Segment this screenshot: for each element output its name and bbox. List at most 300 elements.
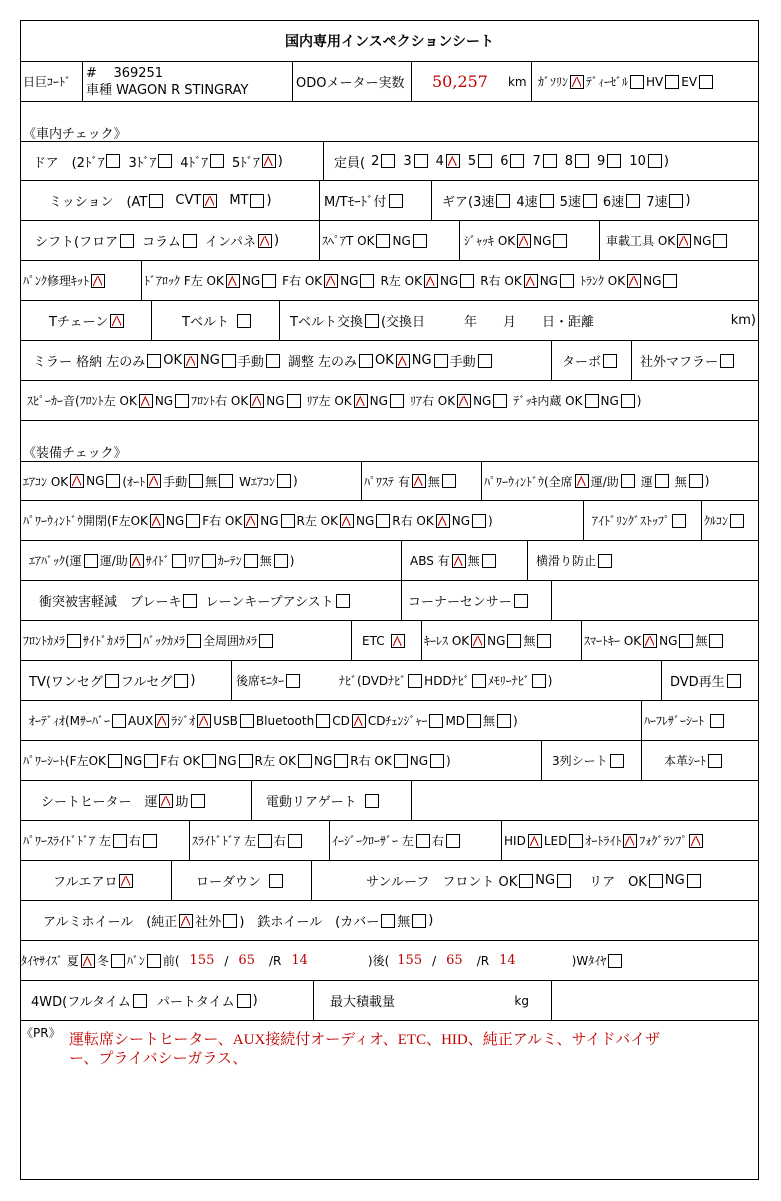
- etc-cell: [351, 621, 421, 660]
- collision-row: [21, 581, 758, 621]
- back-cam-label: ﾊﾞｯｸｶﾒﾗ: [143, 634, 186, 648]
- smartkey-none-checkbox[interactable]: [709, 634, 723, 648]
- keyless-none-label: 無: [523, 634, 536, 648]
- lowdown-checkbox[interactable]: [269, 874, 283, 888]
- pw-open-fr-label: F右 OK: [202, 514, 243, 528]
- speaker-rr-label: ﾘｱ右 OK: [409, 394, 456, 408]
- ac-none-label: 無: [205, 474, 218, 489]
- jack-ng-label: NG: [533, 233, 552, 248]
- fulltime-checkbox[interactable]: [133, 994, 147, 1008]
- capacity-6-label: 6: [500, 153, 509, 169]
- mirror-fold-left-checkbox[interactable]: [147, 354, 161, 368]
- steel-label: ) 鉄ホイール (カバー: [239, 915, 380, 930]
- wheel-row: [21, 901, 758, 941]
- seat-heater-empty-cell: [411, 781, 758, 820]
- capacity-7-checkbox[interactable]: [543, 154, 557, 168]
- slide-door-row: [21, 821, 758, 861]
- abs-label: ABS 有: [410, 554, 450, 568]
- half-leather-checkbox[interactable]: [710, 714, 724, 728]
- easy-closer-left-label: ｲｰｼﾞｰｸﾛｰｻﾞｰ 左: [332, 834, 414, 848]
- sunroof-front-ng-label: NG: [535, 873, 556, 888]
- doorlock-trunk-ng-checkbox[interactable]: [663, 274, 677, 288]
- pw-open-fl-ng-checkbox[interactable]: [186, 514, 200, 528]
- abs-yes-checkbox[interactable]: [452, 554, 466, 568]
- keyless-ng-label: NG: [487, 633, 506, 648]
- led-checkbox[interactable]: [569, 834, 583, 848]
- capacity-5-label: 5: [467, 153, 477, 169]
- mt-checkbox[interactable]: [250, 194, 264, 208]
- slide-left-checkbox[interactable]: [258, 834, 272, 848]
- door-close: ): [277, 153, 283, 169]
- odo-unit: km: [507, 74, 527, 89]
- steel-cover-checkbox[interactable]: [381, 914, 395, 928]
- mirror-adjust-left-checkbox[interactable]: [359, 354, 373, 368]
- door-4-checkbox[interactable]: [210, 154, 224, 168]
- max-load-label: 最大積載量: [330, 995, 396, 1010]
- pseat-rl-ok-checkbox[interactable]: [298, 754, 312, 768]
- pw-open-fr-ok-checkbox[interactable]: [244, 514, 258, 528]
- pseat-rr-label: R右 OK: [350, 754, 392, 768]
- pw-open-rr-ng-checkbox[interactable]: [472, 514, 486, 528]
- tbelt-label: Tベルト: [182, 315, 229, 330]
- pseat-fr-ok-checkbox[interactable]: [202, 754, 216, 768]
- front-cam-label: ﾌﾛﾝﾄｶﾒﾗ: [23, 634, 66, 648]
- pseat-rr-ng-checkbox[interactable]: [430, 754, 444, 768]
- speaker-fr-ng-label: NG: [266, 393, 285, 408]
- capacity-10-checkbox[interactable]: [648, 154, 662, 168]
- side-cam-label: ｻｲﾄﾞｶﾒﾗ: [83, 634, 126, 648]
- capacity-6-checkbox[interactable]: [510, 154, 524, 168]
- tire-summer-label: ﾀｲﾔｻｲｽﾞ 夏: [21, 954, 79, 968]
- mission-close: ): [266, 193, 272, 208]
- doorlock-fr-ok-checkbox[interactable]: [324, 274, 338, 288]
- gear-cell: [431, 181, 758, 220]
- aux-label: AUX: [128, 713, 154, 728]
- speaker-deck-ng-checkbox[interactable]: [621, 394, 635, 408]
- hid-checkbox[interactable]: [528, 834, 542, 848]
- easy-closer-left-checkbox[interactable]: [416, 834, 430, 848]
- full-aero-checkbox[interactable]: [119, 874, 133, 888]
- pw-open-fr-ng-checkbox[interactable]: [281, 514, 295, 528]
- mirror-fold-ng-checkbox[interactable]: [222, 354, 236, 368]
- pseat-fl-ok-checkbox[interactable]: [108, 754, 122, 768]
- doorlock-fl-ok-checkbox[interactable]: [226, 274, 240, 288]
- spare-ng-label: NG: [392, 233, 411, 248]
- side-cam-checkbox[interactable]: [127, 634, 141, 648]
- vehicle-model: WAGON R STINGRAY: [116, 82, 249, 98]
- ac-ok-checkbox[interactable]: [70, 474, 84, 488]
- bluetooth-checkbox[interactable]: [316, 714, 330, 728]
- pr-row: [21, 1021, 758, 1179]
- doorlock-fl-label: ﾄﾞｱﾛｯｸ F左 OK: [144, 274, 224, 288]
- idle-stop-label: ｱｲﾄﾞﾘﾝｸﾞｽﾄｯﾌﾟ: [592, 514, 671, 528]
- pw-open-cell: [23, 501, 583, 540]
- abs-none-label: 無: [467, 554, 480, 568]
- airbag-label: ｴｱﾊﾞｯｸ(運: [29, 554, 82, 568]
- md-checkbox[interactable]: [467, 714, 481, 728]
- speaker-deck-label: ﾃﾞｯｷ内蔵 OK: [513, 394, 583, 408]
- led-label: LED: [543, 833, 568, 848]
- fuel-gasoline-checkbox[interactable]: [570, 75, 584, 89]
- mission-label: ミッション (AT: [49, 195, 148, 210]
- fuel-diesel-checkbox[interactable]: [630, 75, 644, 89]
- slide-right-label: 右: [273, 834, 286, 848]
- autolight-checkbox[interactable]: [623, 834, 637, 848]
- capacity-5-checkbox[interactable]: [478, 154, 492, 168]
- ac-none-checkbox[interactable]: [219, 474, 233, 488]
- cd-checkbox[interactable]: [352, 714, 366, 728]
- fuel-gasoline-label: ｶﾞｿﾘﾝ: [538, 75, 569, 89]
- corner-sensor-cell: [401, 581, 551, 620]
- w-ac-checkbox[interactable]: [277, 474, 291, 488]
- audio-row: [21, 701, 758, 741]
- capacity-3-checkbox[interactable]: [414, 154, 428, 168]
- speaker-rr-ng-checkbox[interactable]: [493, 394, 507, 408]
- sunroof-front-ng-checkbox[interactable]: [557, 874, 571, 888]
- cd-changer-checkbox[interactable]: [429, 714, 443, 728]
- number-prefix: #: [86, 65, 97, 81]
- title-row: [21, 21, 758, 62]
- door-3-checkbox[interactable]: [158, 154, 172, 168]
- sheet-title: 国内専用インスペクションシート: [285, 34, 494, 50]
- pw-open-rr-ok-checkbox[interactable]: [436, 514, 450, 528]
- w-tire-checkbox[interactable]: [608, 954, 622, 968]
- speaker-fr-ok-checkbox[interactable]: [250, 394, 264, 408]
- mirror-adjust-manual-checkbox[interactable]: [478, 354, 492, 368]
- pw-cell: [481, 462, 758, 500]
- speaker-deck-ok-checkbox[interactable]: [585, 394, 599, 408]
- seat-heater-driver-checkbox[interactable]: [159, 794, 173, 808]
- pw-label: ﾊﾟﾜｰｳｨﾝﾄﾞｳ(全席: [484, 474, 573, 489]
- pslide-right-label: 右: [128, 834, 141, 848]
- gear-close: ): [685, 193, 691, 208]
- airbag-curtain-checkbox[interactable]: [244, 554, 258, 568]
- slide-cell: [189, 821, 329, 860]
- aux-checkbox[interactable]: [155, 714, 169, 728]
- tire-rear-r: /R: [476, 953, 490, 968]
- foglamp-checkbox[interactable]: [689, 834, 703, 848]
- tools-ok-checkbox[interactable]: [677, 234, 691, 248]
- rear-monitor-checkbox[interactable]: [286, 674, 300, 688]
- radio-label: ﾗｼﾞｵ: [171, 714, 196, 728]
- spare-ng-checkbox[interactable]: [413, 234, 427, 248]
- usb-checkbox[interactable]: [240, 714, 254, 728]
- power-gate-checkbox[interactable]: [365, 794, 379, 808]
- back-cam-checkbox[interactable]: [187, 634, 201, 648]
- audio-close: ): [513, 713, 518, 728]
- seat-heater-cell: [41, 781, 251, 820]
- navi-cell: [339, 661, 659, 700]
- puncture-cell: [23, 261, 141, 300]
- keyless-ng-checkbox[interactable]: [507, 634, 521, 648]
- pr-text: 運転席シートヒーター、AUX接続付オーディオ、ETC、HID、純正アルミ、サイドバイザー、プライバシーガラス、: [69, 1032, 661, 1067]
- gear-3-checkbox[interactable]: [496, 194, 510, 208]
- capacity-8-label: 8: [564, 153, 574, 169]
- ac-close: ): [293, 474, 298, 488]
- pslide-right-checkbox[interactable]: [143, 834, 157, 848]
- lane-keep-label: レーンキープアシスト: [205, 595, 334, 610]
- capacity-10-label: 10: [629, 153, 646, 169]
- usb-label: USB: [213, 713, 238, 728]
- vehicle-number: 369251: [113, 65, 164, 81]
- airbag-rear-label: ﾘｱ: [187, 554, 200, 568]
- skid-cell: [527, 541, 647, 580]
- pw-drv-checkbox[interactable]: [655, 474, 669, 488]
- keyless-none-checkbox[interactable]: [537, 634, 551, 648]
- mt-mode-cell: [319, 181, 431, 220]
- puncture-label: ﾊﾟﾝｸ修理ｷｯﾄ: [23, 274, 90, 288]
- rear-monitor-cell: [231, 661, 323, 700]
- jack-ng-checkbox[interactable]: [553, 234, 567, 248]
- odo-label: ODOメーター実数: [292, 62, 411, 101]
- pw-open-fl-ok-checkbox[interactable]: [150, 514, 164, 528]
- corner-sensor-checkbox[interactable]: [514, 594, 528, 608]
- smartkey-ng-label: NG: [659, 633, 678, 648]
- parttime-label: パートタイム: [156, 995, 235, 1010]
- airbag-drv-pass-checkbox[interactable]: [130, 554, 144, 568]
- awd-cell: [31, 981, 313, 1020]
- around-cam-checkbox[interactable]: [259, 634, 273, 648]
- pseat-fl-ng-checkbox[interactable]: [144, 754, 158, 768]
- capacity-4-checkbox[interactable]: [446, 154, 460, 168]
- smartkey-label: ｽﾏｰﾄｷｰ OK: [584, 634, 642, 648]
- mirror-fold-ok-checkbox[interactable]: [184, 354, 198, 368]
- slide-right-checkbox[interactable]: [288, 834, 302, 848]
- fullseg-checkbox[interactable]: [174, 674, 188, 688]
- m-server-checkbox[interactable]: [112, 714, 126, 728]
- inspection-sheet: [20, 20, 759, 1180]
- full-aero-label: フルエアロ: [53, 875, 118, 890]
- ac-ng-checkbox[interactable]: [106, 474, 120, 488]
- dvd-navi-checkbox[interactable]: [408, 674, 422, 688]
- mirror-fold-manual-checkbox[interactable]: [266, 354, 280, 368]
- pw-open-rr-ng-label: NG: [451, 513, 471, 528]
- gear-4-checkbox[interactable]: [540, 194, 554, 208]
- alloy-aftermarket-checkbox[interactable]: [223, 914, 237, 928]
- drive-row: [21, 981, 758, 1021]
- keyless-label: ｷｰﾚｽ OK: [424, 634, 470, 648]
- gear-6-checkbox[interactable]: [626, 194, 640, 208]
- hid-label: HID: [504, 833, 526, 848]
- airbag-driver-checkbox[interactable]: [84, 554, 98, 568]
- at-checkbox[interactable]: [149, 194, 163, 208]
- sunroof-front-ok-checkbox[interactable]: [519, 874, 533, 888]
- smartkey-ok-checkbox[interactable]: [643, 634, 657, 648]
- dvd-play-checkbox[interactable]: [727, 674, 741, 688]
- alloy-genuine-checkbox[interactable]: [179, 914, 193, 928]
- mirror-adjust-ng-checkbox[interactable]: [434, 354, 448, 368]
- collision-empty-cell: [551, 581, 758, 620]
- door-5-checkbox[interactable]: [262, 154, 276, 168]
- doorlock-rl-ok-checkbox[interactable]: [424, 274, 438, 288]
- pw-drv-pass-checkbox[interactable]: [621, 474, 635, 488]
- capacity-9-label: 9: [597, 153, 606, 169]
- wheel-close: ): [428, 913, 434, 928]
- tv-close: ): [190, 673, 196, 688]
- pws-yes-checkbox[interactable]: [412, 474, 426, 488]
- door-3-label: 3ﾄﾞｱ: [128, 155, 157, 171]
- seat-heater-passenger-checkbox[interactable]: [191, 794, 205, 808]
- oneseg-checkbox[interactable]: [105, 674, 119, 688]
- abs-none-checkbox[interactable]: [482, 554, 496, 568]
- leather-label: 本革ｼｰﾄ: [664, 754, 707, 768]
- door-2-checkbox[interactable]: [106, 154, 120, 168]
- doorlock-fr-ng-checkbox[interactable]: [360, 274, 374, 288]
- tchain-cell: [49, 301, 151, 340]
- mem-navi-checkbox[interactable]: [532, 674, 546, 688]
- inpane-checkbox[interactable]: [258, 234, 272, 248]
- airbag-side-label: ｻｲﾄﾞ: [145, 554, 170, 568]
- tools-ng-checkbox[interactable]: [713, 234, 727, 248]
- mt-mode-checkbox[interactable]: [389, 194, 403, 208]
- pslide-cell: [23, 821, 189, 860]
- capacity-4-label: 4: [435, 153, 444, 169]
- easy-closer-right-label: 右: [431, 834, 444, 848]
- tbelt-change-checkbox[interactable]: [365, 314, 379, 328]
- spare-ok-checkbox[interactable]: [376, 234, 390, 248]
- pw-open-row: [21, 501, 758, 541]
- power-gate-cell: [251, 781, 411, 820]
- pw-open-rl-ng-checkbox[interactable]: [376, 514, 390, 528]
- fuel-hv-checkbox[interactable]: [665, 75, 679, 89]
- cvt-checkbox[interactable]: [203, 194, 217, 208]
- cruise-checkbox[interactable]: [730, 514, 744, 528]
- pws-none-checkbox[interactable]: [442, 474, 456, 488]
- audio-none-label: 無: [483, 714, 496, 728]
- tire-winter-checkbox[interactable]: [111, 954, 125, 968]
- radio-checkbox[interactable]: [197, 714, 211, 728]
- doorlock-rr-ng-checkbox[interactable]: [560, 274, 574, 288]
- gear-7-checkbox[interactable]: [669, 194, 683, 208]
- capacity-9-checkbox[interactable]: [607, 154, 621, 168]
- speaker-rl-ng-checkbox[interactable]: [390, 394, 404, 408]
- tbelt-checkbox[interactable]: [237, 314, 251, 328]
- camera-row: [21, 621, 758, 661]
- doorlock-rl-ng-checkbox[interactable]: [460, 274, 474, 288]
- tchain-label: Tチェーン: [49, 315, 109, 330]
- speaker-fl-ok-checkbox[interactable]: [139, 394, 153, 408]
- mirror-adjust-ok-checkbox[interactable]: [396, 354, 410, 368]
- puncture-checkbox[interactable]: [91, 274, 105, 288]
- lowdown-label: ローダウン: [196, 875, 262, 890]
- tire-van-checkbox[interactable]: [147, 954, 161, 968]
- tire-summer-checkbox[interactable]: [81, 954, 95, 968]
- door-cell: [33, 142, 323, 180]
- max-load-unit: kg: [514, 993, 529, 1008]
- ac-auto-checkbox[interactable]: [147, 474, 161, 488]
- speaker-close: ): [636, 393, 642, 408]
- parttime-checkbox[interactable]: [237, 994, 251, 1008]
- doorlock-rr-ok-checkbox[interactable]: [524, 274, 538, 288]
- third-row-checkbox[interactable]: [610, 754, 624, 768]
- pw-drv-pass-label: 運/助: [590, 474, 619, 489]
- interior-section-row: [21, 122, 758, 142]
- jack-ok-checkbox[interactable]: [517, 234, 531, 248]
- mirror-fold-ok-label: OK: [163, 353, 183, 368]
- doorlock-fl-ng-checkbox[interactable]: [262, 274, 276, 288]
- gear-6-label: 6速: [602, 195, 625, 210]
- steel-none-label: 無: [397, 915, 411, 930]
- doorlock-trunk-ng-label: NG: [643, 273, 662, 288]
- speaker-fr-ng-checkbox[interactable]: [287, 394, 301, 408]
- ac-manual-checkbox[interactable]: [189, 474, 203, 488]
- fuel-cell: [531, 62, 758, 101]
- pw-open-fl-label: ﾊﾟﾜｰｳｨﾝﾄﾞｳ開閉(F左OK: [23, 514, 148, 528]
- speaker-rl-ok-checkbox[interactable]: [354, 394, 368, 408]
- pseat-rl-ng-checkbox[interactable]: [334, 754, 348, 768]
- doorlock-trunk-ok-checkbox[interactable]: [627, 274, 641, 288]
- tchain-checkbox[interactable]: [110, 314, 124, 328]
- hdd-navi-checkbox[interactable]: [472, 674, 486, 688]
- mirror-adjust-ng-label: NG: [411, 353, 432, 368]
- skid-checkbox[interactable]: [598, 554, 612, 568]
- pseat-fr-ng-checkbox[interactable]: [239, 754, 253, 768]
- front-cam-checkbox[interactable]: [67, 634, 81, 648]
- steel-none-checkbox[interactable]: [412, 914, 426, 928]
- smartkey-ng-checkbox[interactable]: [679, 634, 693, 648]
- pw-none-checkbox[interactable]: [689, 474, 703, 488]
- pw-open-close: ): [488, 513, 493, 528]
- capacity-2-checkbox[interactable]: [381, 154, 395, 168]
- sunroof-rear-ok-checkbox[interactable]: [649, 874, 663, 888]
- capacity-8-checkbox[interactable]: [575, 154, 589, 168]
- capacity-3-label: 3: [403, 153, 412, 169]
- easy-closer-right-checkbox[interactable]: [446, 834, 460, 848]
- tire-row: [21, 941, 758, 981]
- leather-checkbox[interactable]: [708, 754, 722, 768]
- doorlock-cell: [141, 261, 758, 300]
- collision-checkbox[interactable]: [183, 594, 197, 608]
- speaker-fl-ng-checkbox[interactable]: [175, 394, 189, 408]
- vehicle-id-cell: [82, 62, 292, 101]
- doorlock-trunk-label: ﾄﾗﾝｸ OK: [579, 274, 626, 288]
- fuel-ev-checkbox[interactable]: [699, 75, 713, 89]
- etc-checkbox[interactable]: [391, 634, 405, 648]
- airbag-rear-checkbox[interactable]: [202, 554, 216, 568]
- tools-label: 車載工具 OK: [606, 234, 676, 248]
- pw-none-label: 無: [674, 474, 687, 489]
- pw-all-checkbox[interactable]: [575, 474, 589, 488]
- keyless-ok-checkbox[interactable]: [471, 634, 485, 648]
- gear-5-checkbox[interactable]: [583, 194, 597, 208]
- tire-rear-width: 155: [397, 953, 423, 968]
- muffler-checkbox[interactable]: [720, 354, 734, 368]
- leather-cell: [641, 741, 758, 780]
- turbo-cell: [551, 341, 631, 380]
- lane-keep-checkbox[interactable]: [336, 594, 350, 608]
- airbag-none-checkbox[interactable]: [274, 554, 288, 568]
- floor-checkbox[interactable]: [120, 234, 134, 248]
- airbag-cell: [29, 541, 401, 580]
- speaker-rr-ok-checkbox[interactable]: [457, 394, 471, 408]
- pseat-rr-ok-checkbox[interactable]: [394, 754, 408, 768]
- turbo-checkbox[interactable]: [603, 354, 617, 368]
- idle-stop-checkbox[interactable]: [672, 514, 686, 528]
- column-checkbox[interactable]: [183, 234, 197, 248]
- foglamp-label: ﾌｫｸﾞﾗﾝﾌﾟ: [639, 834, 688, 848]
- w-ac-label: Wｴｱｺﾝ: [239, 474, 276, 489]
- sunroof-rear-ng-checkbox[interactable]: [687, 874, 701, 888]
- pw-open-rl-ok-checkbox[interactable]: [340, 514, 354, 528]
- airbag-side-checkbox[interactable]: [172, 554, 186, 568]
- around-cam-label: 全周囲ｶﾒﾗ: [203, 634, 258, 648]
- door-label: ドア (2ﾄﾞｱ: [33, 155, 105, 171]
- audio-none-checkbox[interactable]: [497, 714, 511, 728]
- pslide-left-checkbox[interactable]: [113, 834, 127, 848]
- capacity-label: 定員(: [334, 155, 366, 171]
- odo-value: 50,257: [432, 72, 488, 91]
- speaker-fr-label: ﾌﾛﾝﾄ右 OK: [191, 394, 249, 408]
